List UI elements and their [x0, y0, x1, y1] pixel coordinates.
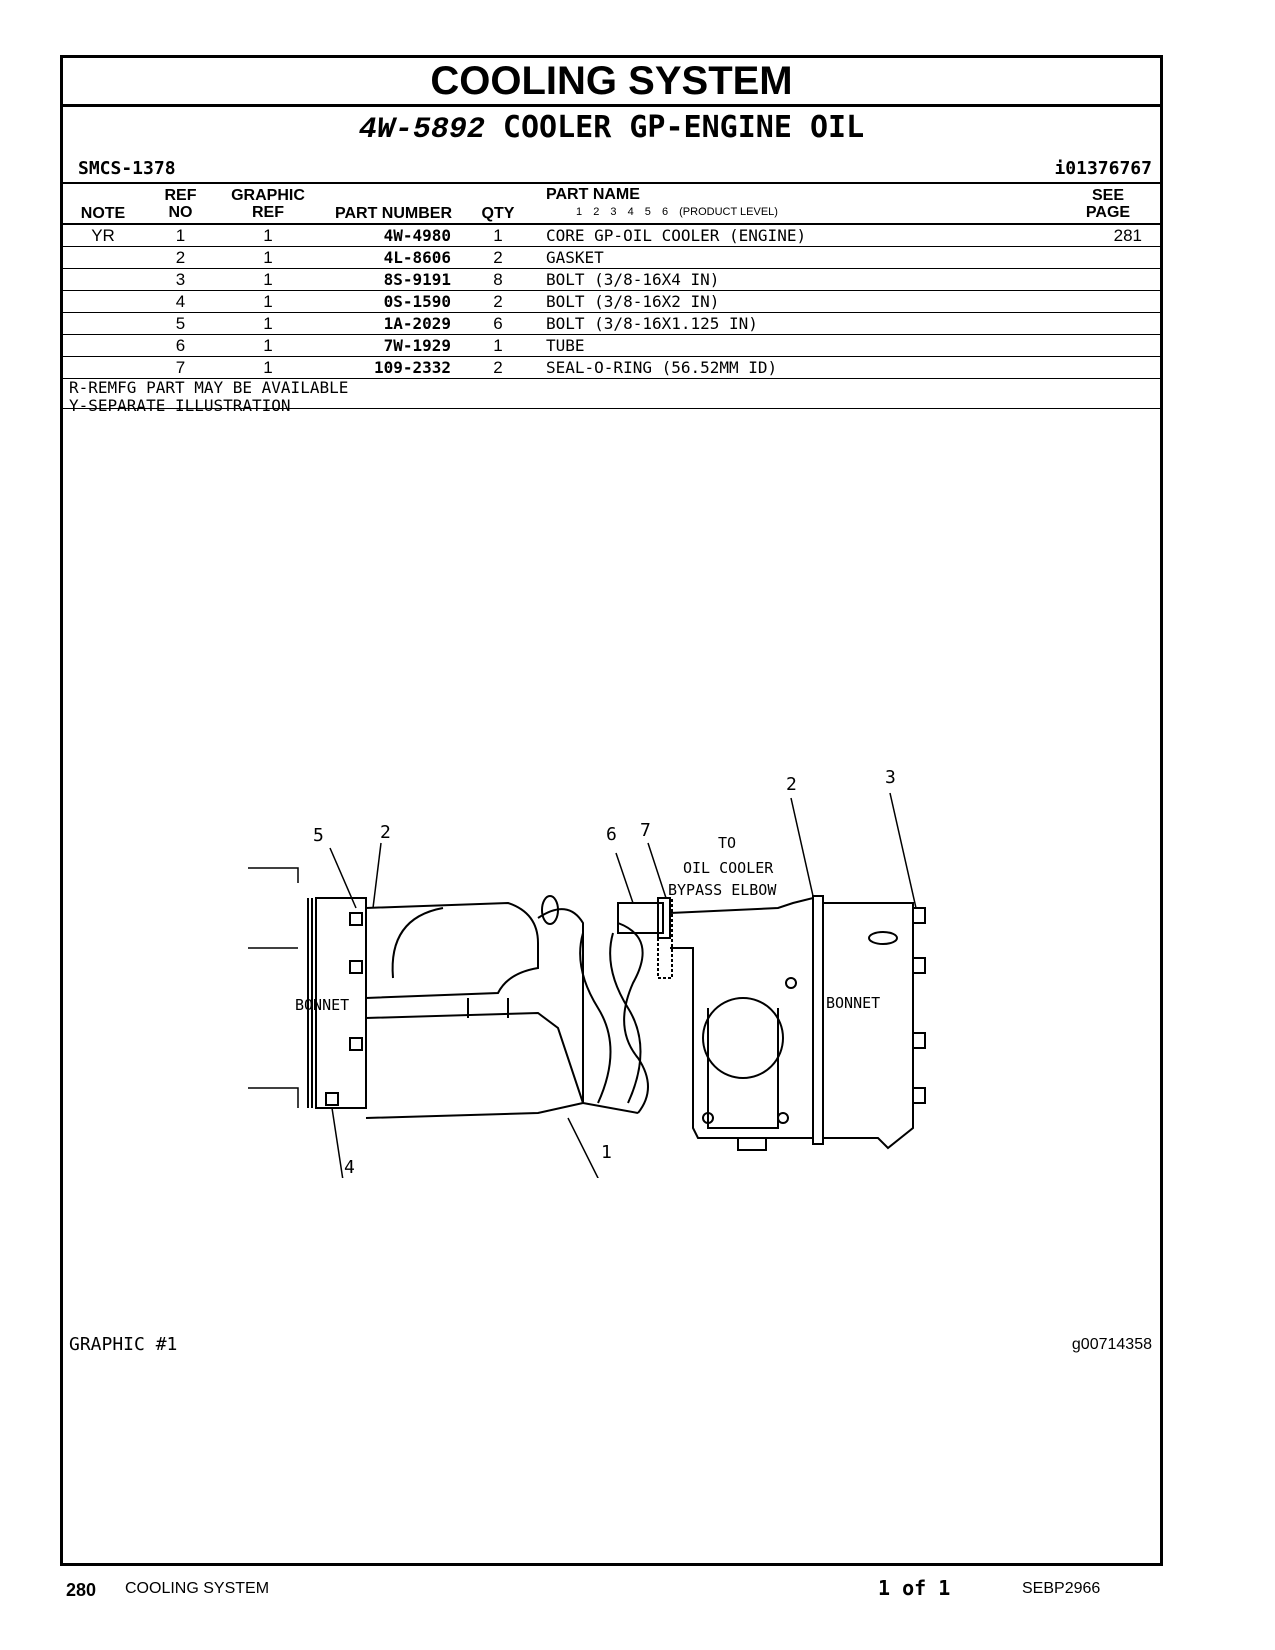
product-level-label: (PRODUCT LEVEL): [679, 206, 778, 218]
header-ref-top: REF: [164, 187, 197, 204]
row-part-number: 0S-1590: [383, 292, 451, 311]
left-bonnet: [248, 868, 366, 1108]
header-graphic-bottom: REF: [252, 204, 284, 221]
product-level-5: 5: [644, 206, 651, 218]
row-qty: 1: [493, 336, 503, 355]
row-part-name: BOLT (3/8-16X2 IN): [546, 292, 720, 311]
table-row: [63, 269, 1160, 291]
leader-lines: [330, 793, 916, 1178]
footer-doc-number: SEBP2966: [1022, 1580, 1101, 1597]
oil-cooler-core: [366, 896, 583, 1118]
header-part-name: PART NAME: [546, 186, 640, 203]
row-graphic-ref: 1: [263, 226, 273, 245]
row-part-number: 4W-4980: [383, 226, 451, 245]
product-level-6: 6: [661, 206, 669, 218]
callout-2-left: 2: [380, 822, 391, 843]
table-header: [63, 182, 1160, 225]
row-graphic-ref: 1: [263, 358, 273, 377]
row-part-name: TUBE: [546, 336, 585, 355]
callout-1: 1: [601, 1142, 612, 1163]
assembly-title: [63, 110, 1160, 148]
document-id: i01376767: [1054, 158, 1152, 179]
row-ref: 6: [175, 336, 186, 355]
table-row: [63, 291, 1160, 313]
table-row: [63, 335, 1160, 357]
row-note: YR: [91, 226, 115, 245]
header-graphic-top: GRAPHIC: [231, 187, 305, 204]
assembly-name: COOLER GP-ENGINE OIL: [502, 110, 865, 145]
row-part-number: 4L-8606: [383, 248, 451, 267]
row-part-name: BOLT (3/8-16X1.125 IN): [546, 314, 758, 333]
row-ref: 4: [175, 292, 186, 311]
footer-page-number: 280: [66, 1580, 97, 1600]
label-bonnet-right: BONNET: [826, 994, 881, 1012]
row-graphic-ref: 1: [263, 336, 273, 355]
table-row: [63, 357, 1160, 379]
notes: [69, 379, 348, 415]
label-bypass-elbow: BYPASS ELBOW: [668, 881, 777, 899]
header-see-top: SEE: [1091, 187, 1124, 204]
row-qty: 2: [493, 358, 503, 377]
product-levels: [576, 206, 786, 218]
section-title: COOLING SYSTEM: [63, 58, 1160, 107]
row-see-page: 281: [1113, 226, 1142, 245]
row-part-name: CORE GP-OIL COOLER (ENGINE): [546, 226, 807, 245]
label-to: TO: [718, 834, 737, 852]
header-note: NOTE: [80, 205, 126, 222]
header-part-number: PART NUMBER: [334, 205, 453, 222]
notes-divider: [63, 408, 1160, 409]
tube: [580, 923, 648, 1113]
row-qty: 2: [493, 248, 503, 267]
table-row: [63, 225, 1160, 247]
assembly-part-number: 4W-5892: [358, 113, 485, 147]
row-ref: 1: [175, 226, 186, 245]
callout-3: 3: [885, 767, 896, 788]
graphic-label: GRAPHIC #1: [69, 1334, 178, 1355]
row-qty: 2: [493, 292, 503, 311]
row-ref: 5: [175, 314, 186, 333]
product-level-3: 3: [610, 206, 617, 218]
row-qty: 6: [493, 314, 503, 333]
table-row: [63, 247, 1160, 269]
row-part-number: 8S-9191: [383, 270, 451, 289]
label-oil-cooler: OIL COOLER: [683, 859, 774, 877]
product-level-2: 2: [593, 206, 600, 218]
footer-section: COOLING SYSTEM: [125, 1580, 270, 1597]
exploded-diagram: [238, 708, 938, 1178]
callout-2-right: 2: [786, 774, 797, 795]
row-part-number: 1A-2029: [383, 314, 451, 333]
right-cooler-body: [618, 896, 925, 1150]
row-part-name: SEAL-O-RING (56.52MM ID): [546, 358, 778, 377]
row-qty: 1: [493, 226, 503, 245]
product-level-4: 4: [627, 206, 634, 218]
row-qty: 8: [493, 270, 503, 289]
row-ref: 3: [175, 270, 186, 289]
page-frame: [60, 55, 1163, 1566]
row-graphic-ref: 1: [263, 314, 273, 333]
product-level-1: 1: [576, 206, 583, 218]
row-part-name: GASKET: [546, 248, 604, 267]
row-graphic-ref: 1: [263, 292, 273, 311]
callout-6: 6: [606, 824, 617, 845]
header-ref-bottom: NO: [168, 204, 193, 221]
note-separate-illustration: Y-SEPARATE ILLUSTRATION: [69, 396, 291, 415]
row-graphic-ref: 1: [263, 270, 273, 289]
label-bonnet-left: BONNET: [295, 996, 350, 1014]
smcs-code: SMCS-1378: [78, 158, 176, 179]
row-part-number: 7W-1929: [383, 336, 451, 355]
row-part-number: 109-2332: [373, 358, 451, 377]
callout-4: 4: [344, 1157, 355, 1178]
parts-table-body: [63, 225, 1160, 379]
table-row: [63, 313, 1160, 335]
callout-5: 5: [313, 825, 324, 846]
row-part-name: BOLT (3/8-16X4 IN): [546, 270, 720, 289]
header-qty: QTY: [481, 205, 515, 222]
row-graphic-ref: 1: [263, 248, 273, 267]
graphic-reference: g00714358: [1071, 1336, 1152, 1353]
row-ref: 2: [175, 248, 186, 267]
note-remfg: R-REMFG PART MAY BE AVAILABLE: [69, 378, 349, 397]
header-see-bottom: PAGE: [1085, 204, 1131, 221]
callout-7: 7: [640, 820, 651, 841]
row-ref: 7: [175, 358, 186, 377]
footer-page-of: 1 of 1: [878, 1576, 951, 1600]
